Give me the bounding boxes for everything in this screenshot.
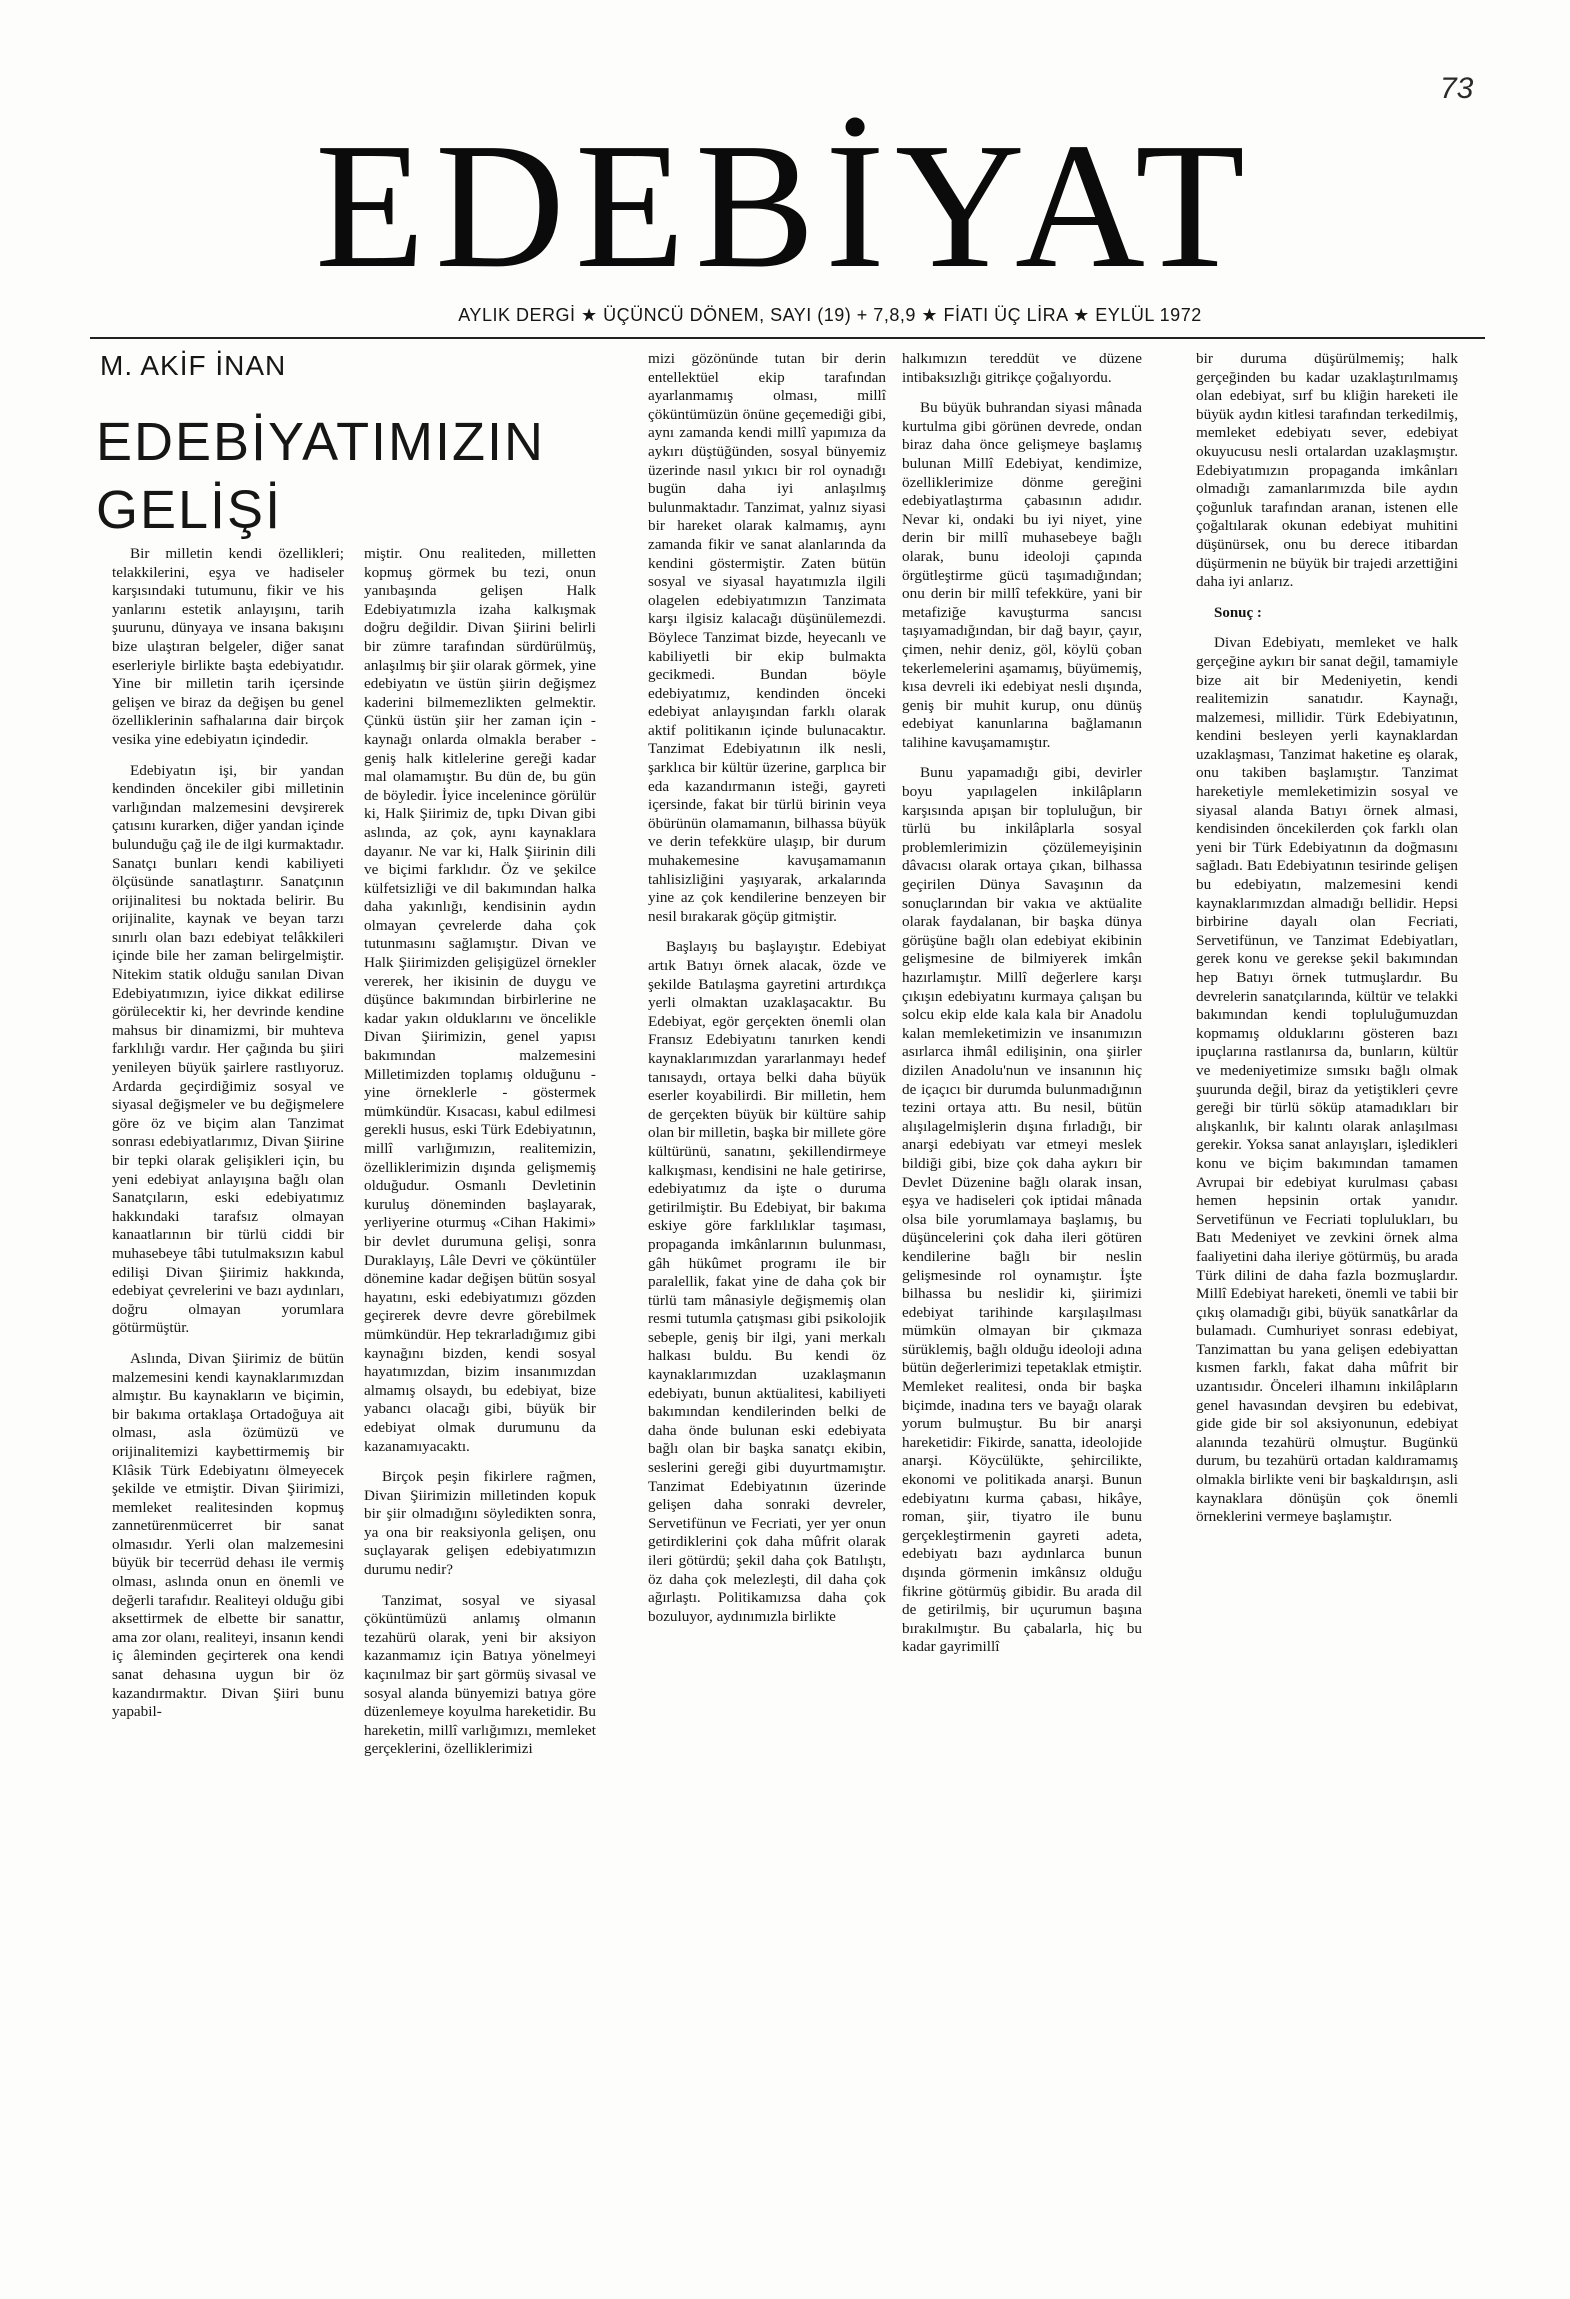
title-line-1: EDEBİYATIMIZIN — [96, 412, 546, 472]
paragraph: bir duruma düşürülmemiş; halk gerçeğinden bu kadar uzaklaştırılmamış olan edebiyat, sırf bu kliğin hareketi ile büyük aydın kitlesi tarafından terkedilmiş, memleket edebiyatı sever, edebiyat okuyucusu nesli ortalardan uzaklaşmıştır. Edebiyatımızın propaganda imkânları olmadığı zamanlarımızda bile aydın çoğunluk tarafından aranan, istenen elle çoğaltılarak okunan edebiyat muhitini düşünürsek, onu bu derece itibardan düşürmenin ne büyük bir trajedi arzettiğini daha iyi anlarız. — [1196, 350, 1458, 591]
title-line-2: GELİŞİ — [96, 480, 283, 540]
article-title — [96, 408, 616, 544]
column-4 — [902, 350, 1142, 1669]
paragraph: Bu büyük buhrandan siyasi mânada kurtulma gibi görünen devrede, ondan biraz daha önce gelişmeye başlamış bulunan Millî Edebiyat, kendimize, özelliklerimize dönme gereğini edebiyatlaştırma çabasının adıdır. Nevar ki, ondaki bu iyi niyet, yine derin bir millî muhasebeye bağlı olarak, bunu ideoloji çapında örgütleştirme gücü taşımadığından; onu derin bir millî tefekküre, yani bir metafiziğe kavuşturma sancısı taşıyamadığından, bir dağ bayır, çayır, çimen, nehir deniz, göl, köylü çoban tekerlemelerini aşamamış, büyümemiş, kısa devreli iki edebiyat nesli dışında, geniş bir muhit kurup, onu dünüş edebiyat kanunlarına bağlamanın talihine kavuşamamıştır. — [902, 399, 1142, 751]
paragraph: Bunu yapamadığı gibi, devirler boyu yapılagelen inkilâpların karşısında apışan bir topluluğun, bir türlü bu inkilâplarla sosyal problemlerimizin çözülemeyişinin dâvacısı olarak ortaya çıkan, bilhassa geçirilen Dünya Savaşının da sonuçlarından bir vakıa ve aktüalite olarak faydalanan, bir başka dünya görüşüne bağlı olan edebiyat ekibinin gelişmesine de bilmiyerek imkân hazırlamıştır. Millî değerlere karşı çıkışın edebiyatını kurmaya çalışan bu solcu ekip elde kala kala bir Anadolu kalan memleketimizin ve insanımızın asırlarca ihmâl edilişinin, ona şiirler dizilen Anadolu'nun ve insanının hiç de içaçıcı bir durumda bulunmadığının tezini ortaya attı. Bu nesil, bütün alışılagelmişlerin dışına fırladığı, bir anarşi edebiyatı var etmeyi meslek bildiği gibi, bize çok daha aykırı bir Devlet Düzenine bağlı olarak insan, eşya ve hadiseleri çok iptidai mânada olsa bile yorumlamaya başlamış, bu düşüncelerini çok daha ileri götüren kendilerine bağlı bir neslin gelişmesinde rol oynamıştır. İşte bilhassa bu neslidir ki, şiirimizi edebiyat tarihinde karşılaşılması mümkün olmayan bir çıkmaza sürüklemiş, bağlı olduğu ideoloji adına bütün değerlerimizi tepetaklak etmiştir. Memleket realitesi, onda bir başka biçimde, inadına ters ve bayağı olarak yorum bulmuştur. Bu bir anarşi hareketidir: Fikirde, sanatta, ideolojide anarşi. Köycülükte, şehircilikte, ekonomi ve politikada anarşi. Bunun edebiyatını kurma çabası, hikâye, roman, şiir, tiyatro ile bunu gerçekleştirmenin gayreti adeta, edebiyatı bazı aydınlarca bunun dışında görmenin imkânsız olduğu fikrine götürmüş gibidir. Bu arada dil de getirilmiş, bir uçurumun başına bırakılmıştır. Bu çabalarla, hiç bu kadar gayrimillî — [902, 764, 1142, 1656]
issue-info-line: AYLIK DERGİ ★ ÜÇÜNCÜ DÖNEM, SAYI (19) + 7,8,9 ★ FİATI ÜÇ LİRA ★ EYLÜL 1972 — [458, 305, 1202, 325]
paragraph: Bir milletin kendi özellikleri; telakkilerini, eşya ve hadiseler karşısındaki tutumunu, fikir ve his yanlarını estetik anlayışını, tarih şuurunu, dünyaya ve insana bakışını bize ulaştıran belgeler, diğer sanat eserleriyle birlikte başta edebiyatıdır. Yine bir milletin tarih içersinde gelişen ve biraz da değişen bu genel özelliklerinin safhalarına dair birçok vesika yine edebiyatın içindedir. — [112, 545, 344, 748]
paragraph: Birçok peşin fikirlere rağmen, Divan Şiirimizin milletinden kopuk bir şiir olmadığını söyledikten sonra, ya ona bir reaksiyonla gelişen, onu suçlayarak gelişen edebiyatımızın durumu nedir? — [364, 1468, 596, 1579]
paragraph: halkımızın tereddüt ve düzene intibaksızlığı gitrikçe çoğalıyordu. — [902, 350, 1142, 386]
paragraph: mizi gözönünde tutan bir derin entellektüel ekip tarafından ayarlanmamış olması, millî çöküntümüzün önüne geçemediği gibi, aynı zamanda kendi millî yapımıza da aykırı düştüğünden, sosyal bünyemiz üzerinde nasıl yıkıcı bir rol oynadığı bugün daha iyi anlaşılmış bulunmaktadır. Tanzimat, yalnız siyasi bir hareket olarak kalmamış, aynı zamanda fikir ve sanat alanlarında da kendini göstermiştir. Zaten bütün sosyal ve siyasal hayatımızla ilgili olagelen edebiyatımızın Tanzimata karşı ilgisiz kalacağı düşünülemezdi. Böylece Tanzimat bizde, heyecanlı ve kabiliyetli bir ekip bulmakta gecikmedi. Bundan böyle edebiyatımız, kendinden önceki edebiyat anlayışından farklı olarak aktif politikanın içinde bulunacaktır. Tanzimat Edebiyatının ilk nesli, şarklıca bir kültür üzerine, garplıca bir eda kazandırmanın isteği, gayreti içersinde, fakat bir türlü birinin veya öbürünün olamamanın, bilhassa büyük ve derin tefekküre ulaşıp, bir durum muhakemesine kavuşamamanın tahlisizliğini yaşıyarak, arkalarında yine az çok kendilerine benzeyen bir nesil bırakarak göçüp gitmiştir. — [648, 350, 886, 925]
column-2 — [364, 545, 596, 1771]
section-heading: Sonuç : — [1214, 604, 1262, 621]
masthead-title: EDEBİYAT — [315, 106, 1255, 305]
column-1 — [112, 545, 344, 1734]
header-rule — [90, 337, 1485, 339]
paragraph: Başlayış bu başlayıştır. Edebiyat artık Batıyı örnek alacak, özde ve şekilde Batılaşma gayretini artırdıkça yerli olmaktan uzaklaşacaktır. Bu Edebiyat, egör gerçekten önemli olan Fransız Edebiyatını tanırken kendi kaynaklarımızdan yararlanmayı hedef tanısaydı, ortaya belki daha büyük eserler koyabilirdi. Bir milletin, hem de gerçekten büyük bir kültüre sahip olan bir milletin, başka bir millete göre kültürünü, sanatını, şekillendirmeye kalkışması, kendisini ne hale getirirse, edebiyatımız da işte o duruma getirilmiştir. Bu Edebiyat, bir bakıma eskiye göre farklılıklar taşıması, propaganda imkânlarının bulunması, gâh hükûmet programı ile bir paralellik, fakat yine de daha çok bir türlü tam mânasiyle değişmemiş olan resmi tutumla çatışması gibi psikolojik sebeple, geniş bir ilgi, yani merkalı halkası buldu. Bu kendi öz kaynaklarımızdan uzaklaşmanın edebiyatı, bunun aktüalitesi, kabiliyeti bakımından kendilerinden belki de daha önde bulunan eski edebiyata bağlı olan bir başka sanatçı ekibin, seslerini gereği gibi duyurtmamıştır. Tanzimat Edebiyatının üzerinde gelişen daha sonraki devreler, Servetifünun ve Fecriati, yer yer onun getirdiklerini çok daha mûfrit olarak ileri götürdü; şekil daha çok Batılıştı, öz daha çok melezleşti, dil daha çok ağırlaştı. Politikamızsa daha çok bozuluyor, aydınımızla birlikte — [648, 938, 886, 1625]
paragraph: miştir. Onu realiteden, milletten kopmuş görmek bu tezi, onun yanıbaşında gelişen Halk Edebiyatımızla izaha kalkışmak doğru değildir. Divan Şiirini belirli bir zümre tarafından sürdürülmüş, anlaşılmış bir şiir olarak görmek, yine edebiyatın ve üstün şiirin değişmez kaderini bilmemezlikten gelmektir. Çünkü üstün şiir her zaman için - kaynağı onlarda olmakla beraber - geniş halk kitlelerine gereği kadar mal olamamıştır. Bu dün de, bu gün de böyledir. İyice incelenince görülür ki, Halk Şiirimiz de, tıpkı Divan gibi aslında, az çok, aynı kaynaklara dayanır. Ne var ki, Halk Şiirinin dili ve biçimi farklıdır. Öz ve şekilce külfetsizliği ve dil bakımından halka daha yakınlığı, kendisinin aydın olmayan çevrelerde daha çok tutunmasını sağlamıştır. Divan ve Halk Şiirimizden gelişigüzel örnekler vererek, her ikisinin de duygu ve düşünce bakımından birbirlerine ne kadar yakın olduklarını ve öncelikle Divan Şiirimizin, genel yapısı bakımından malzemesini Milletimizden toplamış olduğunu - yine örneklerle - göstermek mümkündür. Kısacası, kabul edilmesi gerekli husus, eski Türk Edebiyatının, millî varlığımızın, realitemizin, özelliklerimizin dışında gelişmemiş olduğudur. Osmanlı Devletinin kuruluş döneminden başlayarak, yerliyerine oturmuş «Cihan Hakimi» bir devlet durumuna gelişi, sonra Duraklayış, Lâle Devri ve çöküntüler dönemine kadar değişen bütün sosyal hayatını, eski edebiyatımızı gözden geçirerek devre devre görebilmek mümkündür. Hep tekrarladığımız gibi kaynağını bizden, kendi sosyal hayatımızdan, bizim insanımızdan almamış olsaydı, bu edebiyat, bize yabancı olacağı gibi, büyük bir edebiyat olmak durumunu da kazanamıyacaktı. — [364, 545, 596, 1455]
page-number: 73 — [1440, 72, 1474, 105]
paragraph: Aslında, Divan Şiirimiz de bütün malzemesini kendi kaynaklarımızdan almıştır. Bu kaynakların ve biçimin, bir bakıma ortaklaşa Ortadoğuya ait olması, asla özümüzü ve orijinalitemizi kaybettirmemiş bir Klâsik Türk Edebiyatını ölmeyecek şekilde ve etmiştir. Divan Şiirimizi, memleket realitesinden kopmuş zannetürenmücerret bir sanat olmasıdır. Yerli olan malzemesini büyük bir tecerrüd dehası ile vermiş olması, aslında onun en önemli ve değerli tarafıdır. Realiteyi olduğu gibi aksettirmek de elbette bir sanattır, ama zor olanı, realiteyi, insanın kendi iç âleminden geçirterek ona kendi sanat dehasına uygun bir öz kazandırmaktır. Divan Şiiri bunu yapabil- — [112, 1349, 344, 1721]
paragraph: Tanzimat, sosyal ve siyasal çöküntümüzü anlamış olmanın tezahürü olarak, yeni bir aksiyon kazanmamız için Batıya yönelmeyi kaçınılmaz bir şart görmüş sivasal ve sosyal alanda bünyemizi batıya göre düzenlemeye koyulma hareketidir. Bu hareketin, millî varlığımızı, memleket gerçeklerini, özelliklerimizi — [364, 1591, 596, 1758]
paragraph: Edebiyatın işi, bir yandan kendinden öncekiler gibi milletinin varlığından malzemesini devşirerek çatısını kurarken, diğer yandan içinde bulunduğu çağ ile de ilgi kurmaktadır. Sanatçı bunları kendi kabiliyeti ölçüsünde sanatlaştırır. Sanatçının orijinalitesi bu noktada belirir. Bu orijinalite, kaynak ve beyan tarzı sınırlı olan bazı edebiyat telâkkileri içinde bile her zaman belirgelmiştir. Nitekim statik olduğu sanılan Divan Edebiyatımızın, iyice dikkat edilirse görülecektir ki, her devrinde kendine mahsus bir dinamizmi, bir muhteva farklılığı vardır. Her çağında bu şiiri yenileyen büyük şairlere rastlıyoruz. Ardarda geçirdiğimiz sosyal ve siyasal değişmeler ve bu değişmelere göre öz ve biçim alan Tanzimat sonrası edebiyatlarımız, Divan Şiirine bir tepki olarak gelişikleri için, bu yeni edebiyat anlayışına bağlı olan Sanatçıların, eski edebiyatımız hakkındaki tarafsız olmayan kanaatlarının bir türlü ciddi bir muhasebeye tâbi tutulmaksızın kabul edilişi Divan Şiirimiz hakkında, edebiyat çevrelerini ve bazı aydınları, doğru olmayan yorumlara götürmüştür. — [112, 761, 344, 1337]
author-name: M. AKİF İNAN — [100, 350, 287, 381]
paragraph: Divan Edebiyatı, memleket ve halk gerçeğine aykırı bir sanat değil, tamamiyle bize ait bir Medeniyetin, kendi realitemizin sanatıdır. Kaynağı, malzemesi, millidir. Türk Edebiyatının, kendini besleyen yerli kaynaklardan uzaklaşması, Tanzimat haketine eş olarak, onu takiben başlamıştır. Tanzimat hareketiyle memleketimizin sosyal ve siyasal alanda Batıyı örnek almasi, kendisinden öncekilerden çok farklı olan yeni bir Türk Edebiyatının da doğmasını sağladı. Batı Edebiyatının tesirinde gelişen bu edebiyatın, malzemesini kendi kaynaklarımızdan almadığı bellidir. Hepsi birbirine dayalı olan Fecriati, Servetifünun, ve Tanzimat Edebiyatları, gerek konu ve gerekse şekil bakımından hep Batıyı örnek tutmuşlardır. Bu devrelerin sanatçılarında, kültür ve telakki bakımından kendi topluluğumuzdan kopmamış olduklarını gösteren bazı ipuçlarına rastlanırsa da, bunların, kültür ve medeniyetimize sımsıkı bağlı olmak şuurunda değil, biraz da yetiştikleri çevre gereği bir türlü söküp atamadıkları bir alışkanlık, bir kalıntı olarak anlaşılması gerekir. Yoksa sanat anlayışları, işledikleri konu ve biçim bakımından tamamen Avrupai bir edebiyat kurulması çabası hemen hepsinin ortak yanıdır. Servetifünun ve Fecriati toplulukları, bu Batı Medeniyet ve zevkini örnek alma faaliyetini daha ileriye götürmüş, bu arada Türk dilini de daha fazla bozmuşlardır. Millî Edebiyat hareketi, önemli ve tabii bir çıkış olamadığı gibi, büyük sanatkârlar da bulamadı. Cumhuriyet sonrası edebiyat, Tanzimattan bu yana gelişen edebiyattan kısmen farklı, fakat daha mûfrit bir uzantısıdır. Önceleri ilhamını inkilâpların genel havasından devşiren bu edebivat, gide gide bir sol aksiyonunun, edebiyat alanında tezahürü olmuştur. Bugünkü durum, bu tezahürü ortadan kaldıramamış olmakla birlikte veni bir başkaldırışın, asli kaynaklara dönüşün çok önemli örneklerini vermeye başlamıştır. — [1196, 634, 1458, 1526]
column-3 — [648, 350, 886, 1638]
column-5 — [1196, 350, 1458, 1539]
